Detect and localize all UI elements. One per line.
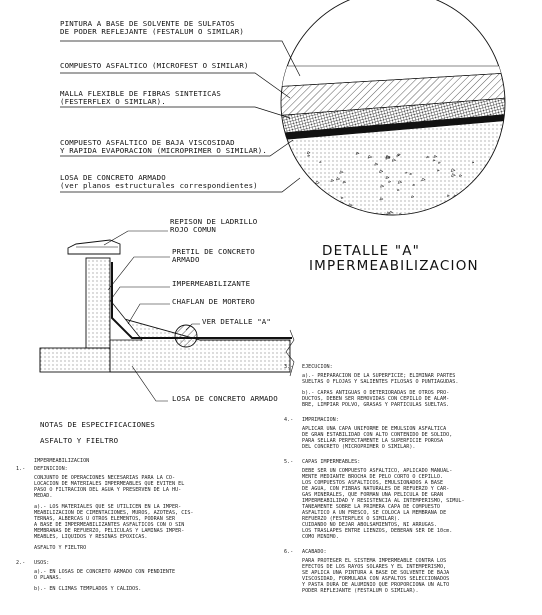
spec-number: 1.- [16, 466, 26, 472]
specs-group-title: IMPERMEABILIZACION [34, 458, 90, 464]
aggregate-stone [454, 205, 457, 207]
spec-title: CAPAS IMPERMEABLES: [302, 459, 361, 465]
aggregate-stone [489, 187, 492, 189]
spec-number: 2.- [16, 560, 26, 566]
spec-paragraph: b).- CAPAS ANTIGUAS O DETERIORADAS DE OTROS PRO- DUCTOS, DEBEN SER REMOVIDAS CON CEPILLO DE ALAM- BRE, LIMPIAR POLVO, GRASAS Y PARTICULAS SUELTAS. [302, 390, 450, 408]
detail-a-subtitle: IMPERMEABILIZACION [309, 258, 479, 274]
label-ver-detalle: VER DETALLE "A" [202, 317, 271, 326]
aggregate-stone [462, 214, 465, 216]
spec-number: 4.- [284, 417, 294, 423]
spec-paragraph: PARA PROTEGER EL SISTEMA IMPERMEABLE CONTRA LOS EFECTOS DE LOS RAYOS SOLARES Y EL INTEMPERISMO, SE APLICA UNA PINTURA A BASE DE SOLVENTE DE BAJA VISCOSIDAD, FORMULADA CON ASFALTOS SELECCIONADOS Y PASTA DURA DE ALUMINIO QUE PROPORCIONA UN ALTO PODER REFLEJANTE (FESTALUM O SIMILAR). [302, 558, 450, 594]
aggregate-stone [306, 212, 309, 214]
aggregate-stone [502, 215, 506, 218]
aggregate-stone [316, 213, 319, 215]
spec-title: EJECUCION: [302, 364, 333, 370]
aggregate-stone [307, 215, 309, 217]
spec-paragraph: a).- LOS MATERIALES QUE SE UTILICEN EN LA IMPER- MEABILIZACION DE CIMENTACIONES, MUROS, AZOTEAS, CIS- TERNAS, ALBERCAS U OTROS ELEMENTOS, PODRAN SER A BASE DE IMPERMEABILIZANTES ASFALTICOS CON O SIN MEMBRANAS DE REFUERZO, PELICULAS Y LAMINAS IMPER- MEABLES, LIQUIDOS Y RESINAS EPOXICAS. [34, 504, 194, 540]
spec-title: USOS: [34, 560, 50, 566]
specs-subheading: ASFALTO Y FIELTRO [40, 436, 119, 445]
spec-number: 6.- [284, 549, 294, 555]
aggregate-stone [472, 209, 474, 210]
spec-paragraph: a).- PREPARACION DE LA SUPERFICIE; ELIMINAR PARTES SUELTAS O FLOJAS Y SALIENTES FILOSAS O PUNTIAGUDAS. [302, 373, 459, 385]
detail-a-circle [220, 0, 542, 230]
spec-paragraph: CONJUNTO DE OPERACIONES NECESARIAS PARA LA CO- LOCACION DE MATERIALES IMPERMEABLES QUE EVITEN EL PASO O FILTRACION DEL AGUA Y PRESERVEN DE LA HU- MEDAD. [34, 475, 185, 499]
label-impermeabilizante: IMPERMEABILIZANTE [172, 279, 251, 288]
specs-heading: NOTAS DE ESPECIFICACIONES [40, 420, 155, 429]
roof-section [40, 231, 294, 401]
aggregate-stone [506, 181, 508, 183]
layer-concrete-slab [220, 116, 542, 230]
spec-number: 5.- [284, 459, 294, 465]
spec-paragraph: b).- EN CLIMAS TEMPLADOS Y CALIDOS. [34, 586, 142, 592]
spec-paragraph: DEBE SER UN COMPUESTO ASFALTICO, APLICADO MANUAL- MENTE MEDIANTE BROCHA DE PELO CORTO O CEPILLO. LOS COMPUESTOS ASFALTICOS, EMULSIONADOS A BASE DE AGUA, CON FIBRAS NATURALES DE REFUERZO Y CAR- GAS MINERALES, QUE FORMAN UNA PELICULA DE GRAN IMPERMEABILIDAD Y RESISTENCIA AL INTEMPERISMO, SIMUL- TANEAMENTE SOBRE LA PRIMERA CAPA DE COMPUESTO ASFALTICO A UN FRESCO, SE COLOCA LA MEMBRANA DE REFUERZO (FESTERFLEX O SIMILAR). CUIDANDO NO DEJAR ABOLSAMIENTOS, NI ARRUGAS. LOS TRASLAPES ENTRE LIENZOS, DEBERAN SER DE 10cm. COMO MINIMO. [302, 468, 465, 540]
aggregate-stone [487, 169, 489, 170]
spec-title: IMPRIMACION: [302, 417, 339, 423]
spec-title: DEFINICION: [34, 466, 68, 472]
aggregate-stone [301, 176, 304, 178]
label-chaflan: CHAFLAN DE MORTERO [172, 297, 255, 306]
layer-label-mesh: MALLA FLEXIBLE DE FIBRAS SINTETICAS (FESTERFLEX O SIMILAR). [60, 89, 221, 107]
detail-a-title: DETALLE "A" [322, 243, 421, 259]
aggregate-stone [390, 218, 394, 221]
layer-label-paint: PINTURA A BASE DE SOLVENTE DE SULFATOS DE PODER REFLEJANTE (FESTALUM O SIMILAR) [60, 19, 244, 37]
spec-paragraph: APLICAR UNA CAPA UNIFORME DE EMULSION ASFALTICA DE GRAN ESTABILIDAD CON ALTO CONTENIDO DE SOLIDO, PARA SELLAR PERFECTAMENTE LA SUPERFICIE POROSA DEL CONCRETO (MICROPRIMER O SIMILAR). [302, 426, 453, 450]
spec-paragraph: ASFALTO Y FIELTRO [34, 545, 87, 551]
layer-label-concrete-slab: LOSA DE CONCRETO ARMADO (ver planos estructurales correspondientes) [60, 173, 258, 191]
aggregate-stone [484, 183, 486, 185]
aggregate-stone [291, 203, 294, 205]
aggregate-stone [435, 211, 437, 213]
aggregate-stone [323, 199, 326, 201]
layer-label-primer: COMPUESTO ASFALTICO DE BAJA VISCOSIDAD Y RAPIDA EVAPORACION (MICROPRIMER O SIMILAR). [60, 138, 267, 156]
label-pretil: PRETIL DE CONCRETO ARMADO [172, 247, 255, 265]
label-losa: LOSA DE CONCRETO ARMADO [172, 394, 278, 403]
aggregate-stone [507, 194, 511, 197]
label-repison: REPISON DE LADRILLO ROJO COMUN [170, 217, 258, 235]
aggregate-stone [501, 186, 503, 187]
aggregate-stone [300, 216, 304, 219]
spec-title: ACABADO: [302, 549, 327, 555]
aggregate-stone [295, 173, 298, 175]
spec-paragraph: a).- EN LOSAS DE CONCRETO ARMADO CON PENDIENTE O PLANAS. [34, 569, 176, 581]
aggregate-stone [291, 175, 294, 177]
aggregate-stone [507, 196, 509, 197]
layer-label-asphalt-compound: COMPUESTO ASFALTICO (MICROFEST O SIMILAR) [60, 61, 249, 70]
spec-number: 3.- [284, 364, 294, 370]
aggregate-stone [499, 173, 502, 175]
